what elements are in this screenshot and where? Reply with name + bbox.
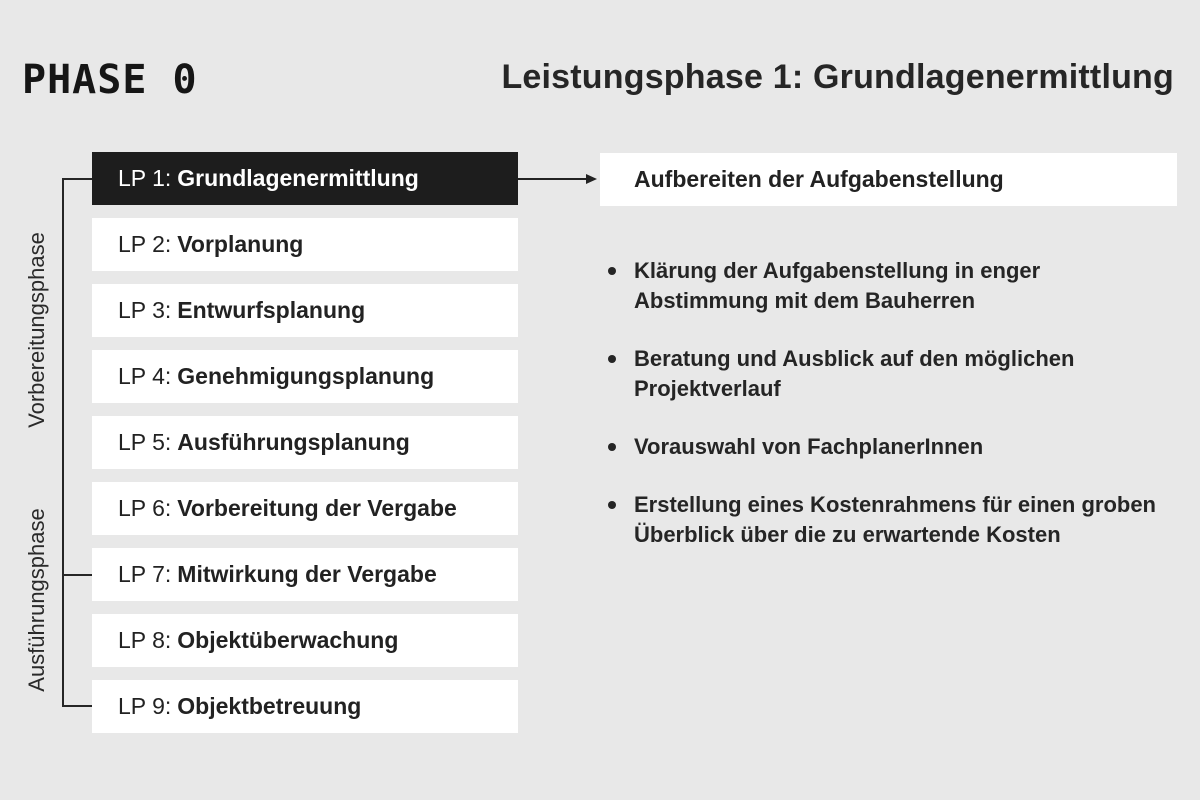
detail-bullet-item [608,344,1168,404]
arrow-right-icon [586,174,597,184]
phase-step-lp-7[interactable] [92,548,518,601]
detail-bullet-text: Erstellung eines Kostenrahmens für einen groben Überblick über die zu erwartende Kosten [634,492,1156,547]
phase-step-lp-5[interactable] [92,416,518,469]
phase-label-execution: Ausführungsphase [24,508,49,692]
phase-bracket-vertical [62,178,64,706]
phase-step-lp-4[interactable] [92,350,518,403]
phase-step-lp-6[interactable] [92,482,518,535]
page-title: Leistungsphase 1: Grundlagenermittlung [501,58,1174,96]
phase-step-lp-3[interactable] [92,284,518,337]
phase-bracket-bottom-tick [62,705,92,707]
phase-step-number: LP 8: [118,627,172,653]
phase-bracket-top-tick [62,178,92,180]
phase-step-lp-2[interactable] [92,218,518,271]
phase-step-title: Mitwirkung der Vergabe [177,561,437,587]
phase-step-title: Objektbetreuung [177,693,362,719]
phase-step-number: LP 9: [118,693,172,719]
phase-step-number: LP 1: [118,165,172,191]
phase-step-title: Vorplanung [177,231,304,257]
phase-step-title: Grundlagenermittlung [177,165,419,191]
detail-bullet-list [608,256,1168,578]
phase-step-number: LP 6: [118,495,172,521]
detail-bullet-item [608,432,1168,462]
phase-bracket-middle-tick [62,574,92,576]
phase-step-lp-8[interactable] [92,614,518,667]
phase-step-number: LP 2: [118,231,172,257]
phase-step-lp-9[interactable] [92,680,518,733]
bullet-dot-icon [608,267,616,275]
phase-step-number: LP 7: [118,561,172,587]
detail-bullet-item [608,490,1168,550]
phase-step-title: Genehmigungsplanung [177,363,435,389]
phase-step-title: Vorbereitung der Vergabe [177,495,457,521]
detail-bullet-text: Klärung der Aufgabenstellung in enger Abstimmung mit dem Bauherren [634,258,1041,313]
bullet-dot-icon [608,355,616,363]
phase-step-title: Objektüberwachung [177,627,399,653]
detail-bullet-text: Vorauswahl von FachplanerInnen [634,434,984,459]
phase-step-number: LP 3: [118,297,172,323]
bullet-dot-icon [608,501,616,509]
connector-arrow-line [518,178,588,180]
phase-step-list [92,152,518,746]
detail-bullet-item [608,256,1168,316]
detail-heading: Aufbereiten der Aufgabenstellung [600,153,1177,206]
phase-step-title: Ausführungsplanung [177,429,410,455]
phase-step-title: Entwurfsplanung [177,297,366,323]
detail-bullet-text: Beratung und Ausblick auf den möglichen Projektverlauf [634,346,1075,401]
phase-step-number: LP 5: [118,429,172,455]
phase-step-lp-1[interactable] [92,152,518,205]
phase-label-preparation: Vorbereitungsphase [24,232,49,428]
bullet-dot-icon [608,443,616,451]
phase-step-number: LP 4: [118,363,172,389]
brand-logo: PHASE 0 [22,57,198,103]
